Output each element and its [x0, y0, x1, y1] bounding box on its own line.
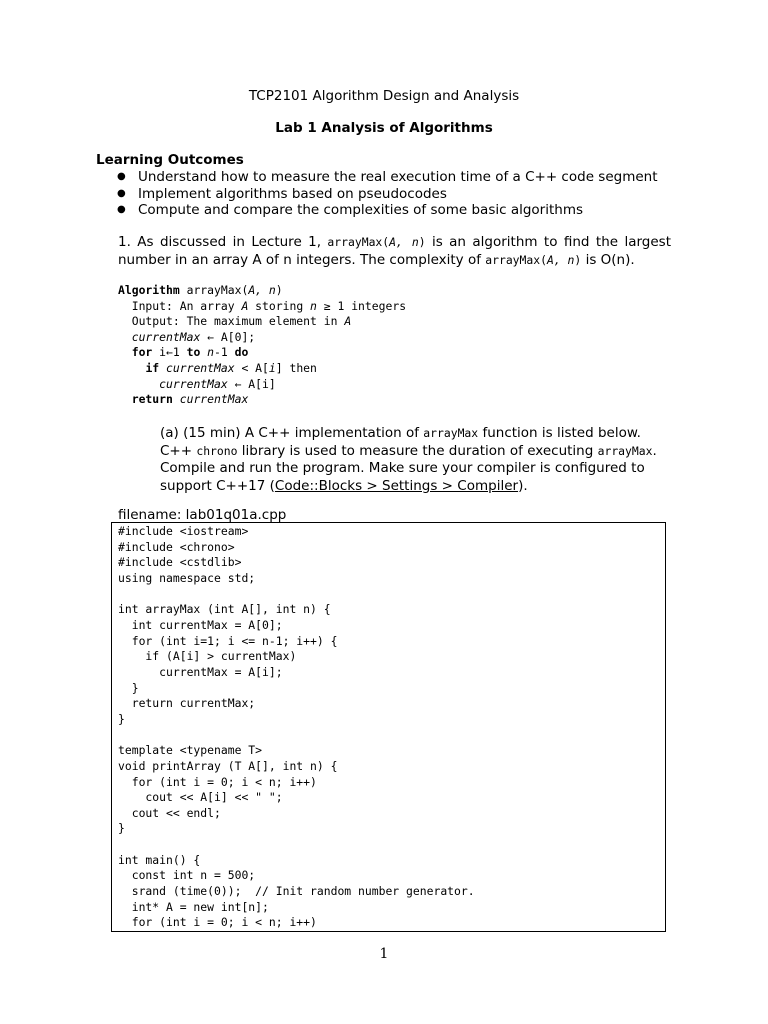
code-line: if (A[i] > currentMax) [118, 649, 297, 664]
code-line: #include <iostream> [118, 524, 249, 538]
code-listing [111, 522, 666, 932]
list-item: ● Understand how to measure the real execution time of a C++ code segment [116, 169, 658, 186]
code-line: } [118, 821, 125, 836]
code-line: using namespace std; [118, 570, 256, 585]
lab-title: Lab 1 Analysis of Algorithms [275, 120, 493, 136]
code-line: currentMax = A[i]; [118, 664, 283, 679]
code-line: void printArray (T A[], int n) { [118, 758, 338, 773]
code-line: int main() { [118, 852, 201, 867]
code-line: int currentMax = A[0]; [118, 617, 283, 632]
question-1-text: 1. As discussed in Lecture 1, arrayMax(A, n) is an algorithm to find the largest number in an array A of n integers. The complexity of arrayMax(A, n) is O(n). [118, 234, 671, 268]
learning-outcomes-list [116, 169, 658, 219]
code-line: return currentMax; [118, 696, 256, 711]
course-title: TCP2101 Algorithm Design and Analysis [248, 88, 520, 104]
code-line: #include <cstdlib> [118, 555, 242, 570]
code-line: for (int i = 0; i < n; i++) [118, 774, 317, 789]
list-item: ● Compute and compare the complexities of some basic algorithms [116, 202, 658, 219]
learning-outcomes-heading: Learning Outcomes [96, 152, 244, 168]
code-line: for (int i=1; i <= n-1; i++) { [118, 633, 338, 648]
code-line: template <typename T> [118, 743, 263, 758]
code-line: cout << A[i] << " "; [118, 790, 283, 805]
code-line: cout << endl; [118, 805, 221, 820]
code-line: int arrayMax (int A[], int n) { [118, 602, 331, 617]
pseudocode-block: Algorithm arrayMax(A, n) Input: An array A storing n ≥ 1 integers Output: The maximum element in A currentMax ← A[0]; for i←1 to n-1 do if currentMax < A[i] then currentMax ← A[i] return currentMax [118, 283, 407, 407]
code-line: #include <chrono> [118, 539, 235, 554]
code-line: for (int i = 0; i < n; i++) [118, 915, 317, 930]
code-text [112, 523, 665, 931]
code-line: srand (time(0)); // Init random number generator. [118, 884, 475, 899]
code-line: } [118, 711, 125, 726]
list-item: ● Implement algorithms based on pseudocodes [116, 186, 658, 203]
part-a-text: (a) (15 min) A C++ implementation of arrayMax function is listed below. C++ chrono library is used to measure the duration of executing arrayMax. Compile and run the program. Make sure your compiler is configured to support C++17 (Code::Blocks > Settings > Compiler). [160, 425, 657, 494]
filename-label: filename: lab01q01a.cpp [118, 507, 287, 523]
page-number: 1 [379, 946, 389, 962]
compiler-settings-link[interactable]: Code::Blocks > Settings > Compiler [274, 477, 519, 494]
code-line: const int n = 500; [118, 868, 256, 883]
code-line: int* A = new int[n]; [118, 899, 269, 914]
code-line: } [118, 680, 139, 695]
